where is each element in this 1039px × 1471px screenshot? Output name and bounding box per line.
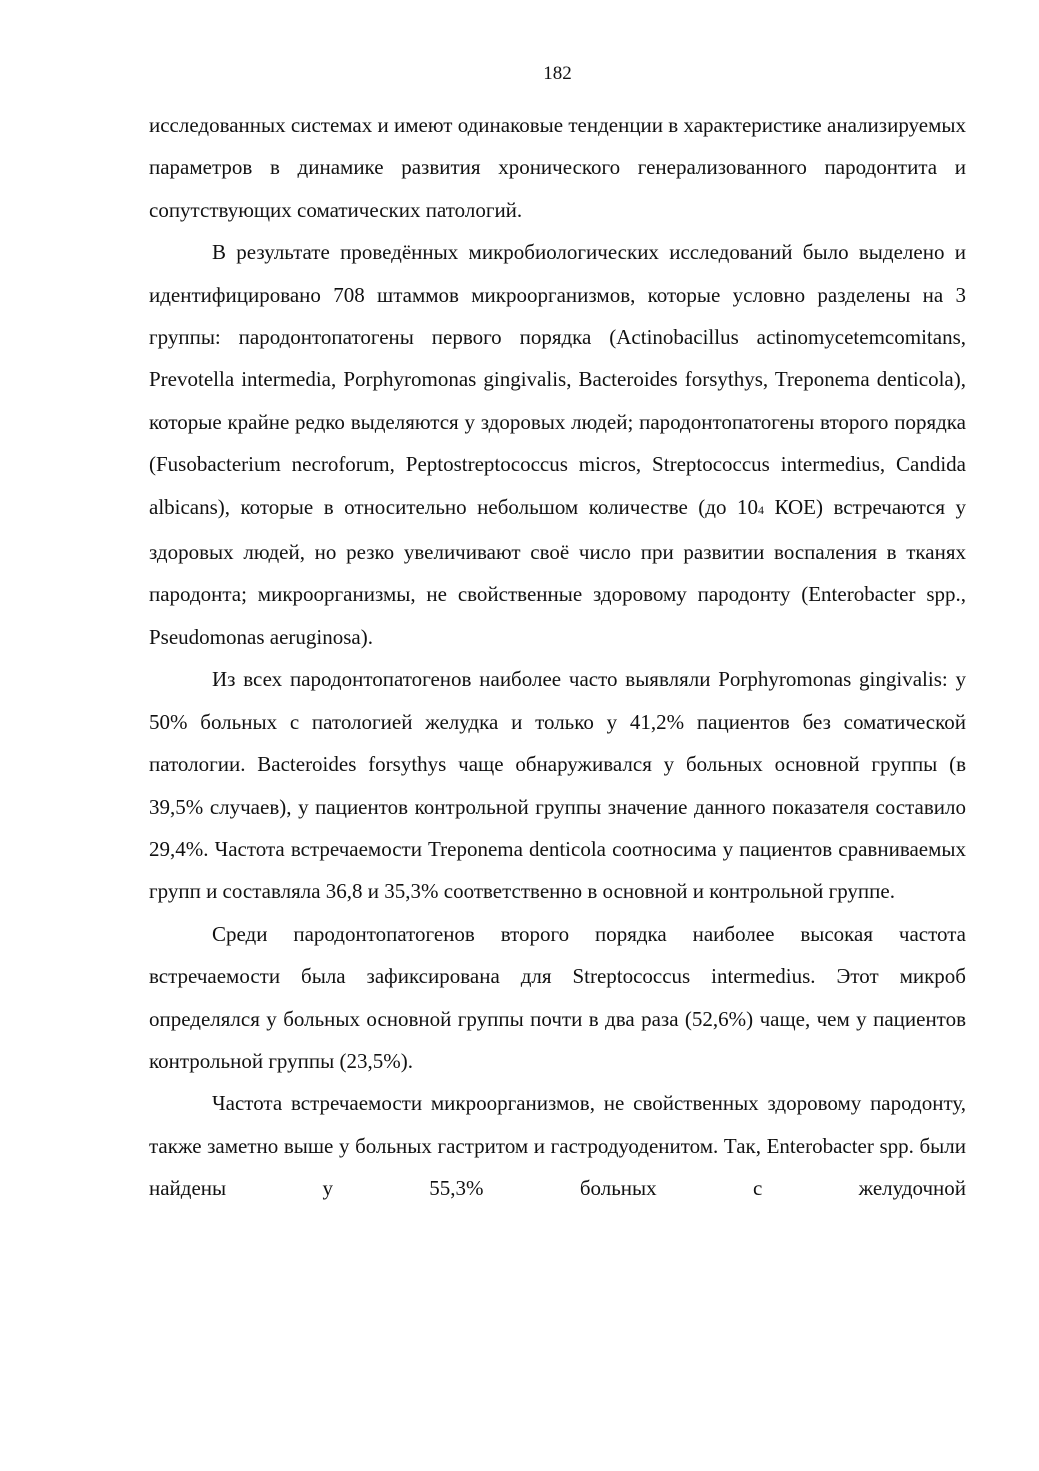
page-number: 182 [543, 63, 572, 84]
paragraph-text: КОЕ) встречаются у здоровых людей, но резко увеличивают своё число при развитии воспаления в тканях пародонта; микроорганизмы, не свойственные здоровому пародонту (Enterobacter spp., Pseudomonas aeruginosa). [149, 494, 972, 649]
paragraph [149, 231, 972, 658]
paragraph-text: Частота встречаемости микроорганизмов, не свойственных здоровому пародонту, также заметно выше у больных гастритом и гастродуоденитом. Так, Enterobacter spp. были найдены у 55,3% больных с желудочной [149, 1091, 972, 1201]
paragraph-text: В результате проведённых микробиологических исследований было выделено и идентифицировано 708 штаммов микроорганизмов, которые условно разделены на 3 группы: пародонтопатогены первого порядка (Actinobacillus actinomycetemcomitans, Prevotella intermedia, Porphyromonas gingivalis, Bacteroides forsythys, Treponema denticola), которые крайне редко выделяются у здоровых людей; пародонтопатогены второго порядка (Fusobacterium necroforum, Peptostreptococcus micros, Streptococcus intermedius, Candida albicans), которые в относительно небольшом количестве (до 10 [149, 240, 972, 519]
body-text [149, 104, 972, 1210]
paragraph [149, 913, 972, 1083]
paragraph [149, 104, 972, 231]
paragraph [149, 658, 972, 912]
exponent-text: 4 [757, 502, 764, 517]
paragraph-text: Из всех пародонтопатогенов наиболее часто выявляли Porphyromonas gingivalis: у 50% больных с патологией желудка и только у 41,2% пациентов без соматической патологии. Bacteroides forsythys чаще обнаруживался у больных основной группы (в 39,5% случаев), у пациентов контрольной группы значение данного показателя составило 29,4%. Частота встречаемости Treponema denticola соотносима у пациентов сравниваемых групп и составляла 36,8 и 35,3% соответственно в основной и контрольной группе. [149, 667, 972, 904]
paragraph-text: Среди пародонтопатогенов второго порядка наиболее высокая частота встречаемости была зафиксирована для Streptococcus intermedius. Этот микроб определялся у больных основной группы почти в два раза (52,6%) чаще, чем у пациентов контрольной группы (23,5%). [149, 921, 972, 1073]
paragraph [149, 1082, 972, 1209]
paragraph-text: исследованных системах и имеют одинаковые тенденции в характеристике анализируемых параметров в динамике развития хронического генерализованного пародонтита и сопутствующих соматических патологий. [149, 113, 972, 222]
